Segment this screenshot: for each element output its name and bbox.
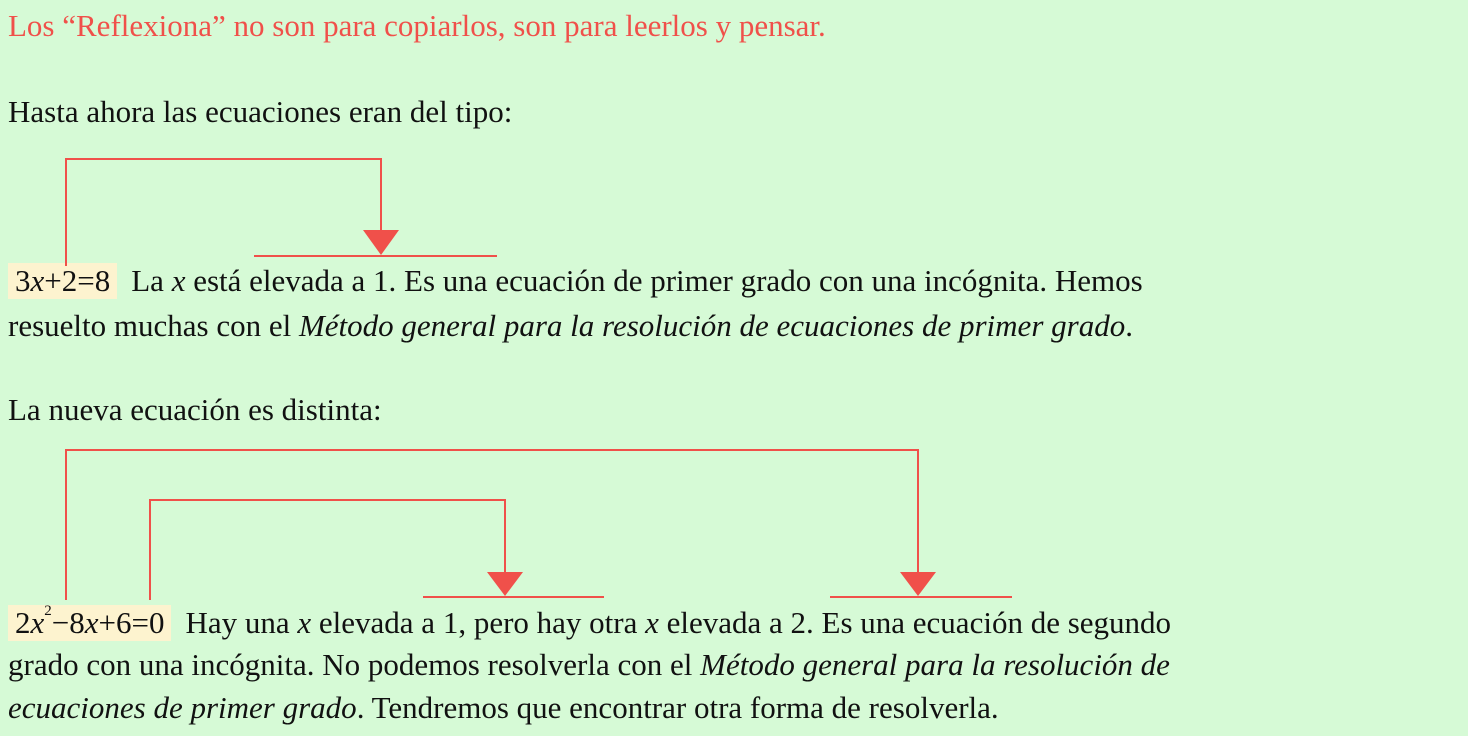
p2-text-c: elevada a 2. Es una ecuación de segundo xyxy=(658,605,1172,640)
arrow1-head-icon xyxy=(363,230,399,255)
heading-current-equations: Hasta ahora las ecuaciones eran del tipo: xyxy=(8,94,513,129)
p1-line2-text: resuelto muchas con el xyxy=(8,308,299,343)
eq1-var: x xyxy=(30,263,45,298)
p1-line2-end: . xyxy=(1125,308,1133,343)
arrow1-connector xyxy=(66,159,381,266)
eq2-middle-term: −8 xyxy=(51,605,85,640)
p1-var-x: x xyxy=(171,263,186,298)
p2-var-x1: x xyxy=(297,605,312,640)
eq2-var-squared: x xyxy=(30,605,45,640)
eq1-rest: +2=8 xyxy=(44,263,111,298)
eq2-var-linear: x xyxy=(84,605,99,640)
p1-text-a: La xyxy=(131,263,172,298)
intro-note: Los “Reflexiona” no son para copiarlos, son para leerlos y pensar. xyxy=(8,8,826,43)
arrow2-inner-head-icon xyxy=(487,572,523,596)
p2-method-title-a: Método general para la resolución de xyxy=(700,647,1170,682)
p2-method-title-b: ecuaciones de primer grado xyxy=(8,690,357,725)
eq2-coef: 2 xyxy=(15,605,31,640)
eq1-coef: 3 xyxy=(15,263,31,298)
eq2-exponent: 2 xyxy=(44,603,52,619)
p2-line3-end: . Tendremos que encontrar otra forma de resolverla. xyxy=(356,690,999,725)
arrow2-inner-connector xyxy=(150,500,505,600)
p1-method-title: Método general para la resolución de ecuaciones de primer grado xyxy=(298,308,1126,343)
p2-line2-text: grado con una incógnita. No podemos resolverla con el xyxy=(8,647,701,682)
p2-text-b: elevada a 1, pero hay otra xyxy=(311,605,646,640)
heading-new-equation: La nueva ecuación es distinta: xyxy=(8,392,382,427)
p2-text-a: Hay una xyxy=(185,605,298,640)
arrow2-outer-head-icon xyxy=(900,572,936,596)
eq2-rest: +6=0 xyxy=(98,605,165,640)
p1-text-b: está elevada a 1. Es una ecuación de primer grado con una incógnita. Hemos xyxy=(185,263,1143,298)
p2-var-x2: x xyxy=(645,605,659,640)
